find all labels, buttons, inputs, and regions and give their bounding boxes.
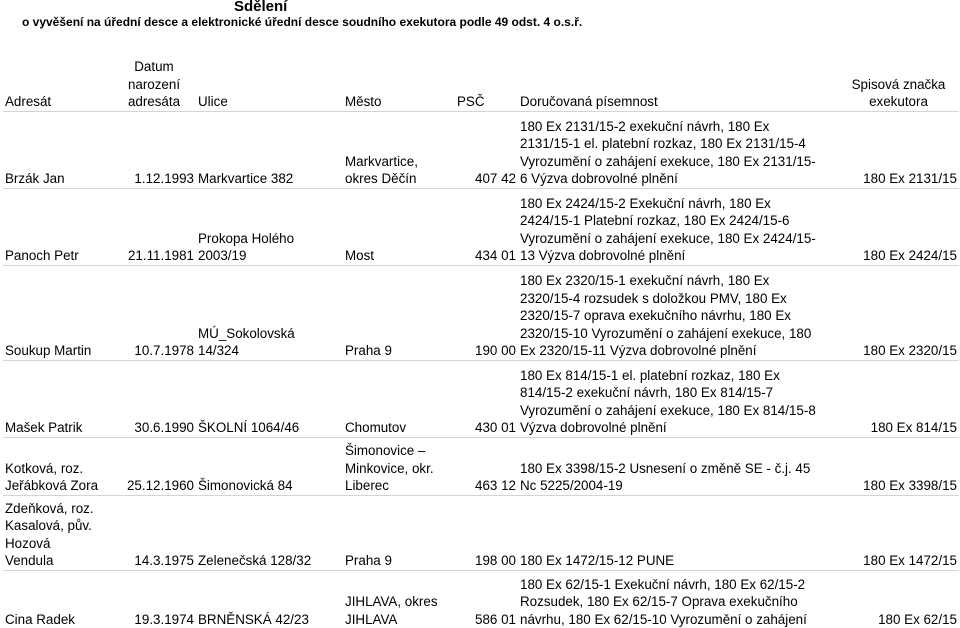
header-adresat: Adresát bbox=[5, 94, 52, 109]
cell-pisemnost: 180 Ex 2424/15-2 Exekuční návrh, 180 Ex 2424/15-1 Platební rozkaz, 180 Ex 2424/15-6 Vyrozumění o zahájení exekuce, 180 Ex 2424/15- 13 Výzva dobrovolné plnění bbox=[520, 195, 816, 263]
cell-datum: 14.3.1975 bbox=[134, 553, 194, 568]
table-row bbox=[3, 495, 959, 570]
cell-mesto: Most bbox=[345, 248, 375, 263]
cell-psc: 430 01 bbox=[475, 420, 516, 435]
document-subtitle: o vyvěšení na úřední desce a elektronické úřední desce soudního exekutora podle 49 odst. 4 o.s.ř. bbox=[22, 15, 583, 29]
table-row bbox=[3, 360, 959, 437]
header-ulice: Ulice bbox=[198, 94, 228, 109]
cell-pisemnost: 180 Ex 2131/15-2 exekuční návrh, 180 Ex 2131/15-1 el. platební rozkaz, 180 Ex 2131/15-4 Vyrozumění o zahájení exekuce, 180 Ex 2131/15- 6 Výzva dobrovolné plnění bbox=[520, 118, 816, 186]
cell-mesto: Chomutov bbox=[345, 420, 407, 435]
table-row bbox=[3, 570, 959, 628]
cell-pisemnost: 180 Ex 2320/15-1 exekuční návrh, 180 Ex 2320/15-4 rozsudek s doložkou PMV, 180 Ex 2320/15-7 oprava exekučního návrhu, 180 Ex 2320/15-10 Vyrozumění o zahájení exekuce, 180 Ex 2320/15-11 Výzva dobrovolné plnění bbox=[520, 273, 812, 358]
header-row bbox=[3, 55, 959, 111]
recipients-table bbox=[3, 55, 959, 628]
header-pisemnost: Doručovaná písemnost bbox=[520, 94, 658, 109]
cell-ulice: ŠKOLNÍ 1064/46 bbox=[198, 420, 300, 435]
cell-psc: 407 42 bbox=[475, 171, 516, 186]
cell-datum: 10.7.1978 bbox=[134, 343, 194, 358]
cell-pisemnost: 180 Ex 1472/15-12 PUNE bbox=[520, 553, 675, 568]
cell-adresat: Mašek Patrik bbox=[5, 420, 83, 435]
document-title: Sdělení bbox=[234, 0, 288, 15]
cell-psc: 586 01 bbox=[475, 611, 516, 627]
cell-psc: 198 00 bbox=[475, 553, 516, 568]
table-row bbox=[3, 188, 959, 265]
cell-ulice: Šimonovická 84 bbox=[198, 478, 293, 493]
table-row bbox=[3, 111, 959, 188]
header-mesto: Město bbox=[345, 94, 382, 109]
cell-mesto: Markvartice, okres Děčín bbox=[345, 153, 418, 186]
cell-znacka: 180 Ex 2131/15 bbox=[863, 171, 957, 186]
header-znacka: Spisová značka exekutora bbox=[851, 76, 946, 109]
cell-znacka: 180 Ex 62/15 bbox=[878, 611, 957, 627]
cell-datum: 25.12.1960 bbox=[126, 478, 194, 493]
cell-mesto: JIHLAVA, okres JIHLAVA bbox=[345, 594, 438, 627]
table-row bbox=[3, 437, 959, 495]
cell-datum: 1.12.1993 bbox=[134, 171, 194, 186]
cell-ulice: Markvartice 382 bbox=[198, 171, 294, 186]
cell-adresat: Cina Radek bbox=[5, 611, 75, 627]
cell-znacka: 180 Ex 2320/15 bbox=[863, 343, 957, 358]
table-row bbox=[3, 265, 959, 360]
cell-znacka: 180 Ex 2424/15 bbox=[863, 248, 957, 263]
cell-psc: 434 01 bbox=[475, 248, 516, 263]
cell-adresat: Brzák Jan bbox=[5, 171, 65, 186]
header-datum: Datum narození adresáta bbox=[127, 59, 181, 109]
cell-adresat: Soukup Martin bbox=[5, 343, 92, 358]
cell-pisemnost: 180 Ex 62/15-1 Exekuční návrh, 180 Ex 62/15-2 Rozsudek, 180 Ex 62/15-7 Oprava exekučního návrhu, 180 Ex 62/15-10 Vyrozumění o zahájení bbox=[520, 576, 807, 627]
cell-znacka: 180 Ex 1472/15 bbox=[863, 553, 957, 568]
cell-pisemnost: 180 Ex 814/15-1 el. platební rozkaz, 180 Ex 814/15-2 exekuční návrh, 180 Ex 814/15-7 Vyrozumění o zahájení exekuce, 180 Ex 814/15-8 Výzva dobrovolné plnění bbox=[520, 367, 816, 435]
cell-mesto: Šimonovice – Minkovice, okr. Liberec bbox=[345, 443, 434, 493]
cell-datum: 21.11.1981 bbox=[127, 248, 194, 263]
header-psc: PSČ bbox=[457, 94, 485, 109]
cell-adresat: Kotková, roz. Jeřábková Zora bbox=[5, 460, 99, 493]
cell-mesto: Praha 9 bbox=[345, 553, 392, 568]
cell-ulice: Prokopa Holého 2003/19 bbox=[198, 230, 295, 263]
cell-ulice: BRNĚNSKÁ 42/23 bbox=[198, 611, 309, 627]
cell-datum: 19.3.1974 bbox=[134, 611, 194, 627]
cell-psc: 463 12 bbox=[475, 478, 516, 493]
cell-adresat: Panoch Petr bbox=[5, 248, 79, 263]
cell-datum: 30.6.1990 bbox=[134, 420, 194, 435]
cell-mesto: Praha 9 bbox=[345, 343, 392, 358]
cell-ulice: Zelenečská 128/32 bbox=[198, 553, 312, 568]
cell-znacka: 180 Ex 814/15 bbox=[870, 420, 957, 435]
cell-pisemnost: 180 Ex 3398/15-2 Usnesení o změně SE - č.j. 45 Nc 5225/2004-19 bbox=[520, 460, 811, 493]
cell-psc: 190 00 bbox=[475, 343, 516, 358]
cell-adresat: Zdeňková, roz. Kasalová, pův. Hozová Vendula bbox=[5, 500, 94, 568]
cell-ulice: MÚ_Sokolovská 14/324 bbox=[198, 325, 295, 358]
cell-znacka: 180 Ex 3398/15 bbox=[863, 478, 957, 493]
